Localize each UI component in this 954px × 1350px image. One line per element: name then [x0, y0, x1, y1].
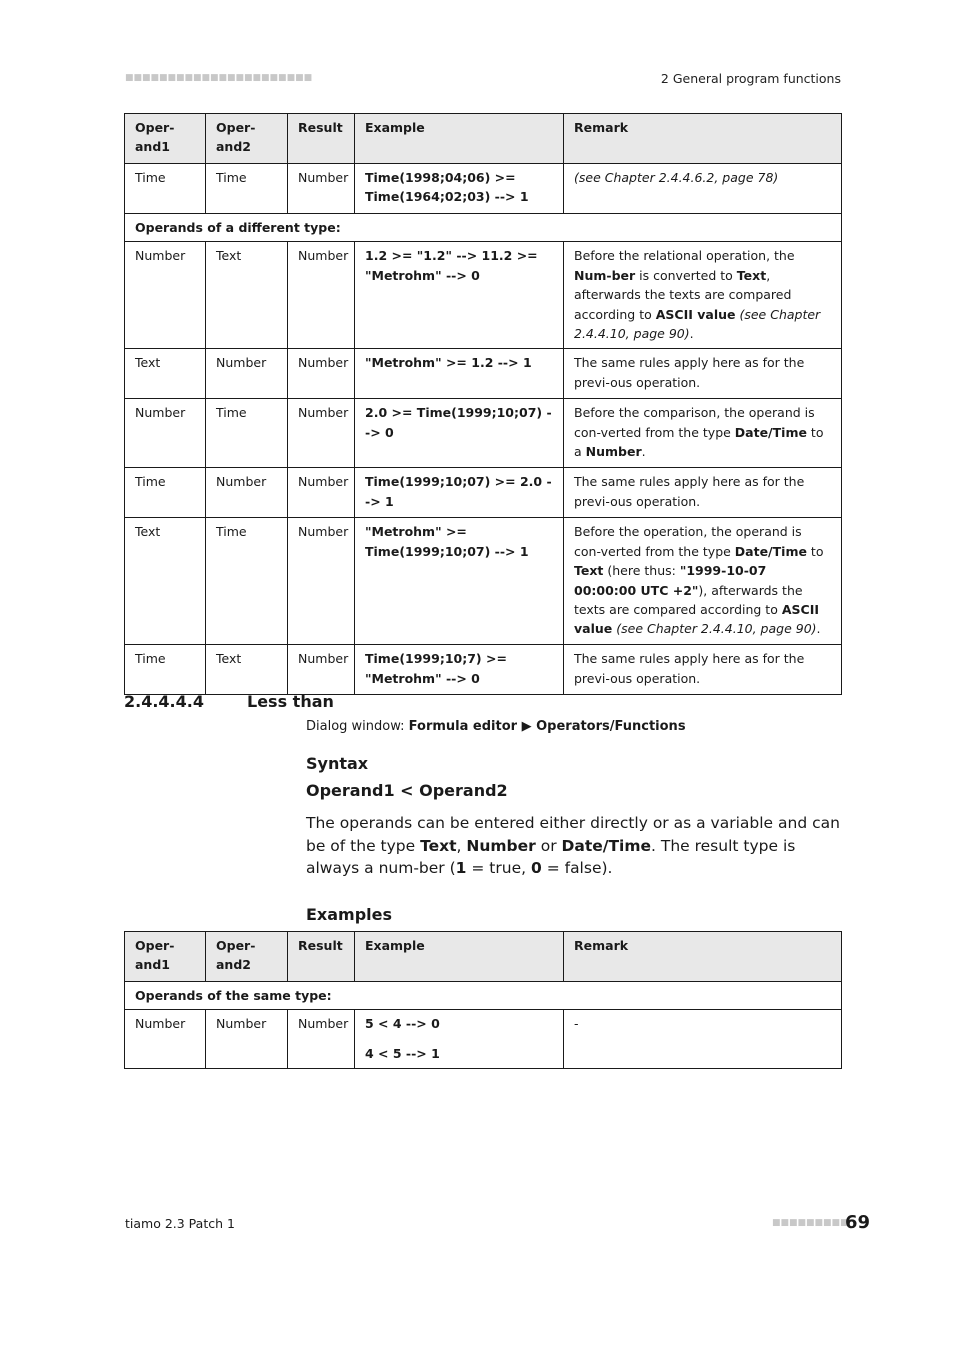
cell-operand1: Number — [125, 242, 206, 349]
cell-example: Time(1998;04;06) >= Time(1964;02;03) --> 1 — [355, 164, 564, 214]
table-header-row — [125, 114, 842, 164]
cell-remark: Before the relational operation, the Num-ber is converted to Text, afterwards the texts are compared according to ASCII value (see Chapter 2.4.4.10, page 90). — [564, 242, 842, 349]
cell-result: Number — [288, 242, 355, 349]
header-remark: Remark — [564, 114, 842, 164]
section-number: 2.4.4.4.4 — [124, 692, 204, 711]
header-result: Result — [288, 932, 355, 982]
cell-operand2: Time — [206, 518, 288, 645]
header-operand2: Oper- and2 — [206, 932, 288, 982]
header-operand2: Oper- and2 — [206, 114, 288, 164]
cell-remark: (see Chapter 2.4.4.6.2, page 78) — [564, 164, 842, 214]
cell-operand2: Number — [206, 1010, 288, 1069]
cell-example: 2.0 >= Time(1999;10;07) --> 0 — [355, 399, 564, 468]
cell-example: "Metrohm" >= 1.2 --> 1 — [355, 349, 564, 399]
cell-result: Number — [288, 164, 355, 214]
cell-remark: The same rules apply here as for the previ-ous operation. — [564, 645, 842, 695]
cell-operand1: Number — [125, 399, 206, 468]
cell-example: Time(1999;10;07) >= 2.0 --> 1 — [355, 468, 564, 518]
table-header-row — [125, 932, 842, 982]
cell-operand1: Number — [125, 1010, 206, 1069]
cell-operand2: Number — [206, 468, 288, 518]
syntax-heading: Syntax — [306, 754, 369, 773]
header-decoration: ■■■■■■■■■■■■■■■■■■■■■■ — [125, 73, 313, 83]
cell-operand2: Number — [206, 349, 288, 399]
cell-operand1: Time — [125, 468, 206, 518]
section-title: Less than — [247, 692, 334, 711]
cell-operand2: Time — [206, 164, 288, 214]
cell-example: 5 < 4 --> 0 4 < 5 --> 1 — [355, 1010, 564, 1069]
cell-remark: Before the operation, the operand is con-verted from the type Date/Time to Text (here thus: "1999-10-07 00:00:00 UTC +2"), afterwards the texts are compared according to ASCII value (see Chapter 2.4.4.10, page 90). — [564, 518, 842, 645]
chapter-title: 2 General program functions — [660, 71, 841, 86]
examples-heading: Examples — [306, 905, 393, 924]
table-row — [125, 518, 842, 645]
table-row — [125, 164, 842, 214]
table-row — [125, 399, 842, 468]
syntax-expression: Operand1 < Operand2 — [306, 781, 508, 800]
group-label: Operands of the same type: — [125, 982, 842, 1010]
table-row — [125, 242, 842, 349]
footer-decoration: ■■■■■■■■■ — [772, 1218, 849, 1228]
cell-remark: - — [564, 1010, 842, 1069]
group-row — [125, 214, 842, 242]
cell-operand1: Time — [125, 164, 206, 214]
footer-product: tiamo 2.3 Patch 1 — [125, 1216, 235, 1231]
cell-operand2: Text — [206, 242, 288, 349]
cell-result: Number — [288, 645, 355, 695]
header-example: Example — [355, 932, 564, 982]
cell-example: "Metrohm" >= Time(1999;10;07) --> 1 — [355, 518, 564, 645]
header-operand1: Oper- and1 — [125, 114, 206, 164]
cell-remark: The same rules apply here as for the previ-ous operation. — [564, 349, 842, 399]
cell-remark: Before the comparison, the operand is con-verted from the type Date/Time to a Number. — [564, 399, 842, 468]
cell-operand2: Text — [206, 645, 288, 695]
cell-operand1: Text — [125, 349, 206, 399]
dialog-window-path: Dialog window: Formula editor ▶ Operators/Functions — [306, 719, 686, 734]
header-result: Result — [288, 114, 355, 164]
cell-operand1: Text — [125, 518, 206, 645]
cell-example: Time(1999;10;7) >= "Metrohm" --> 0 — [355, 645, 564, 695]
operators-table-2 — [124, 931, 842, 1069]
cell-example: 1.2 >= "1.2" --> 11.2 >= "Metrohm" --> 0 — [355, 242, 564, 349]
header-operand1: Oper- and1 — [125, 932, 206, 982]
cell-operand2: Time — [206, 399, 288, 468]
cell-result: Number — [288, 349, 355, 399]
table-row — [125, 468, 842, 518]
description-paragraph: The operands can be entered either directly or as a variable and can be of the type Text, Number or Date/Time. The result type is always a num-ber (1 = true, 0 = false). — [306, 814, 840, 878]
cell-result: Number — [288, 518, 355, 645]
header-example: Example — [355, 114, 564, 164]
cell-operand1: Time — [125, 645, 206, 695]
cell-result: Number — [288, 1010, 355, 1069]
table-row — [125, 645, 842, 695]
group-row — [125, 982, 842, 1010]
cell-result: Number — [288, 468, 355, 518]
header-remark: Remark — [564, 932, 842, 982]
cell-result: Number — [288, 399, 355, 468]
operators-table-1 — [124, 113, 842, 695]
table-row — [125, 349, 842, 399]
page-number: 69 — [845, 1212, 871, 1233]
table-row — [125, 1010, 842, 1069]
group-label: Operands of a different type: — [125, 214, 842, 242]
cell-remark: The same rules apply here as for the previ-ous operation. — [564, 468, 842, 518]
